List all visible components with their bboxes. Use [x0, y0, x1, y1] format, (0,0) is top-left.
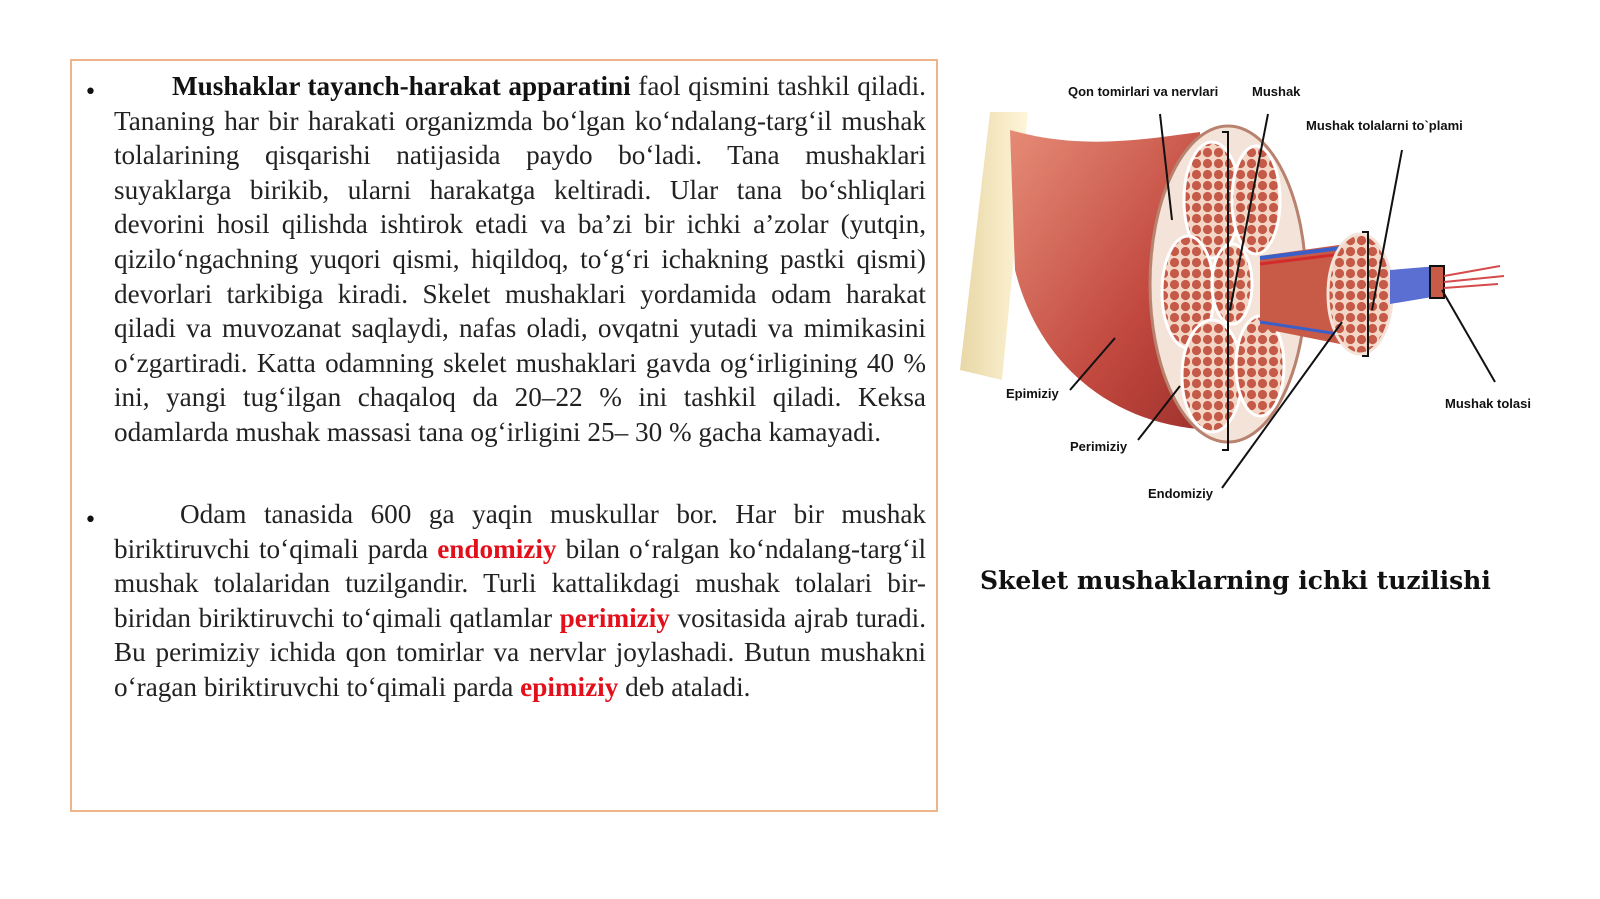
fascicle-shape — [1212, 244, 1252, 324]
term-endomiziy: endomiziy — [437, 533, 557, 564]
label-endomysium: Endomiziy — [1148, 486, 1214, 501]
diagram-caption: Skelet mushaklarning ichki tuzilishi — [980, 566, 1491, 595]
paragraph-1 — [114, 69, 926, 450]
paragraph-2-part2: bilan o‘ralgan ko‘ndalang-targ‘il mushak tolalaridan tuzilgandir. Turli kattalikdagi mushak tolalari bir-biridan biriktiruvchi to‘qimali qatlamlar — [114, 533, 926, 633]
text-panel — [70, 59, 938, 812]
fascicle-shape — [1182, 320, 1242, 432]
label-muscle: Mushak — [1252, 84, 1301, 99]
term-perimiziy: perimiziy — [559, 602, 670, 633]
paragraph-2-part4: deb ataladi. — [618, 671, 751, 702]
term-epimiziy: epimiziy — [520, 671, 619, 702]
label-vessels: Qon tomirlari va nervlari — [1068, 84, 1219, 99]
paragraph-2 — [114, 497, 926, 705]
paragraph-1-lead: Mushaklar tayanch-harakat apparatini — [172, 71, 631, 101]
label-perimysium: Perimiziy — [1070, 439, 1128, 454]
bullet-icon: • — [84, 80, 97, 105]
fascicle-shape — [1232, 146, 1280, 254]
label-epimysium: Epimiziy — [1006, 386, 1059, 401]
label-bundle: Mushak tolalarni to`plami — [1306, 118, 1463, 133]
muscle-structure-diagram — [960, 70, 1570, 530]
paragraph-2-part3: vositasida ajrab turadi. Bu perimiziy ichida qon tomirlar va nervlar joylashadi. Butun mushakni o‘ragan biriktiruvchi to‘qimali parda — [114, 602, 926, 702]
paragraph-2-part1: Odam tanasida 600 ga yaqin muskullar bor. Har bir mushak biriktiruvchi to‘qimali parda — [114, 499, 926, 564]
label-fiber: Mushak tolasi — [1445, 396, 1531, 411]
paragraph-1-text: faol qismini tashkil qiladi. Tananing har bir harakati organizmda bo‘lgan ko‘ndalang-targ‘il mushak tolalarining qisqarishi natijasida paydo bo‘ladi. Tana mushaklari suyaklarga birikib, ularni harakatga keltiradi. Ular tana bo‘shliqlari devorini hosil qilishda ishtirok etadi va ba’zi bir ichki a’zolar (yutqin, qizilo‘ngachning yuqori qismi, hiqildoq, to‘g‘ri ichakning pastki qismi) devorlari tarkibiga kiradi. Skelet mushaklari yordamida odam harakat qiladi va muvozanat saqlaydi, nafas oladi, ovqatni yutadi va mimikasini o‘zgartiradi. Katta odamning skelet mushaklari gavda og‘irligining 40 % ini, yangi tug‘ilgan chaqaloq da 20–22 % ini tashkil qiladi. Keksa odamlarda mushak massasi tana og‘irligini 25– 30 % gacha kamayadi. — [114, 71, 926, 447]
bullet-icon: • — [84, 508, 97, 533]
